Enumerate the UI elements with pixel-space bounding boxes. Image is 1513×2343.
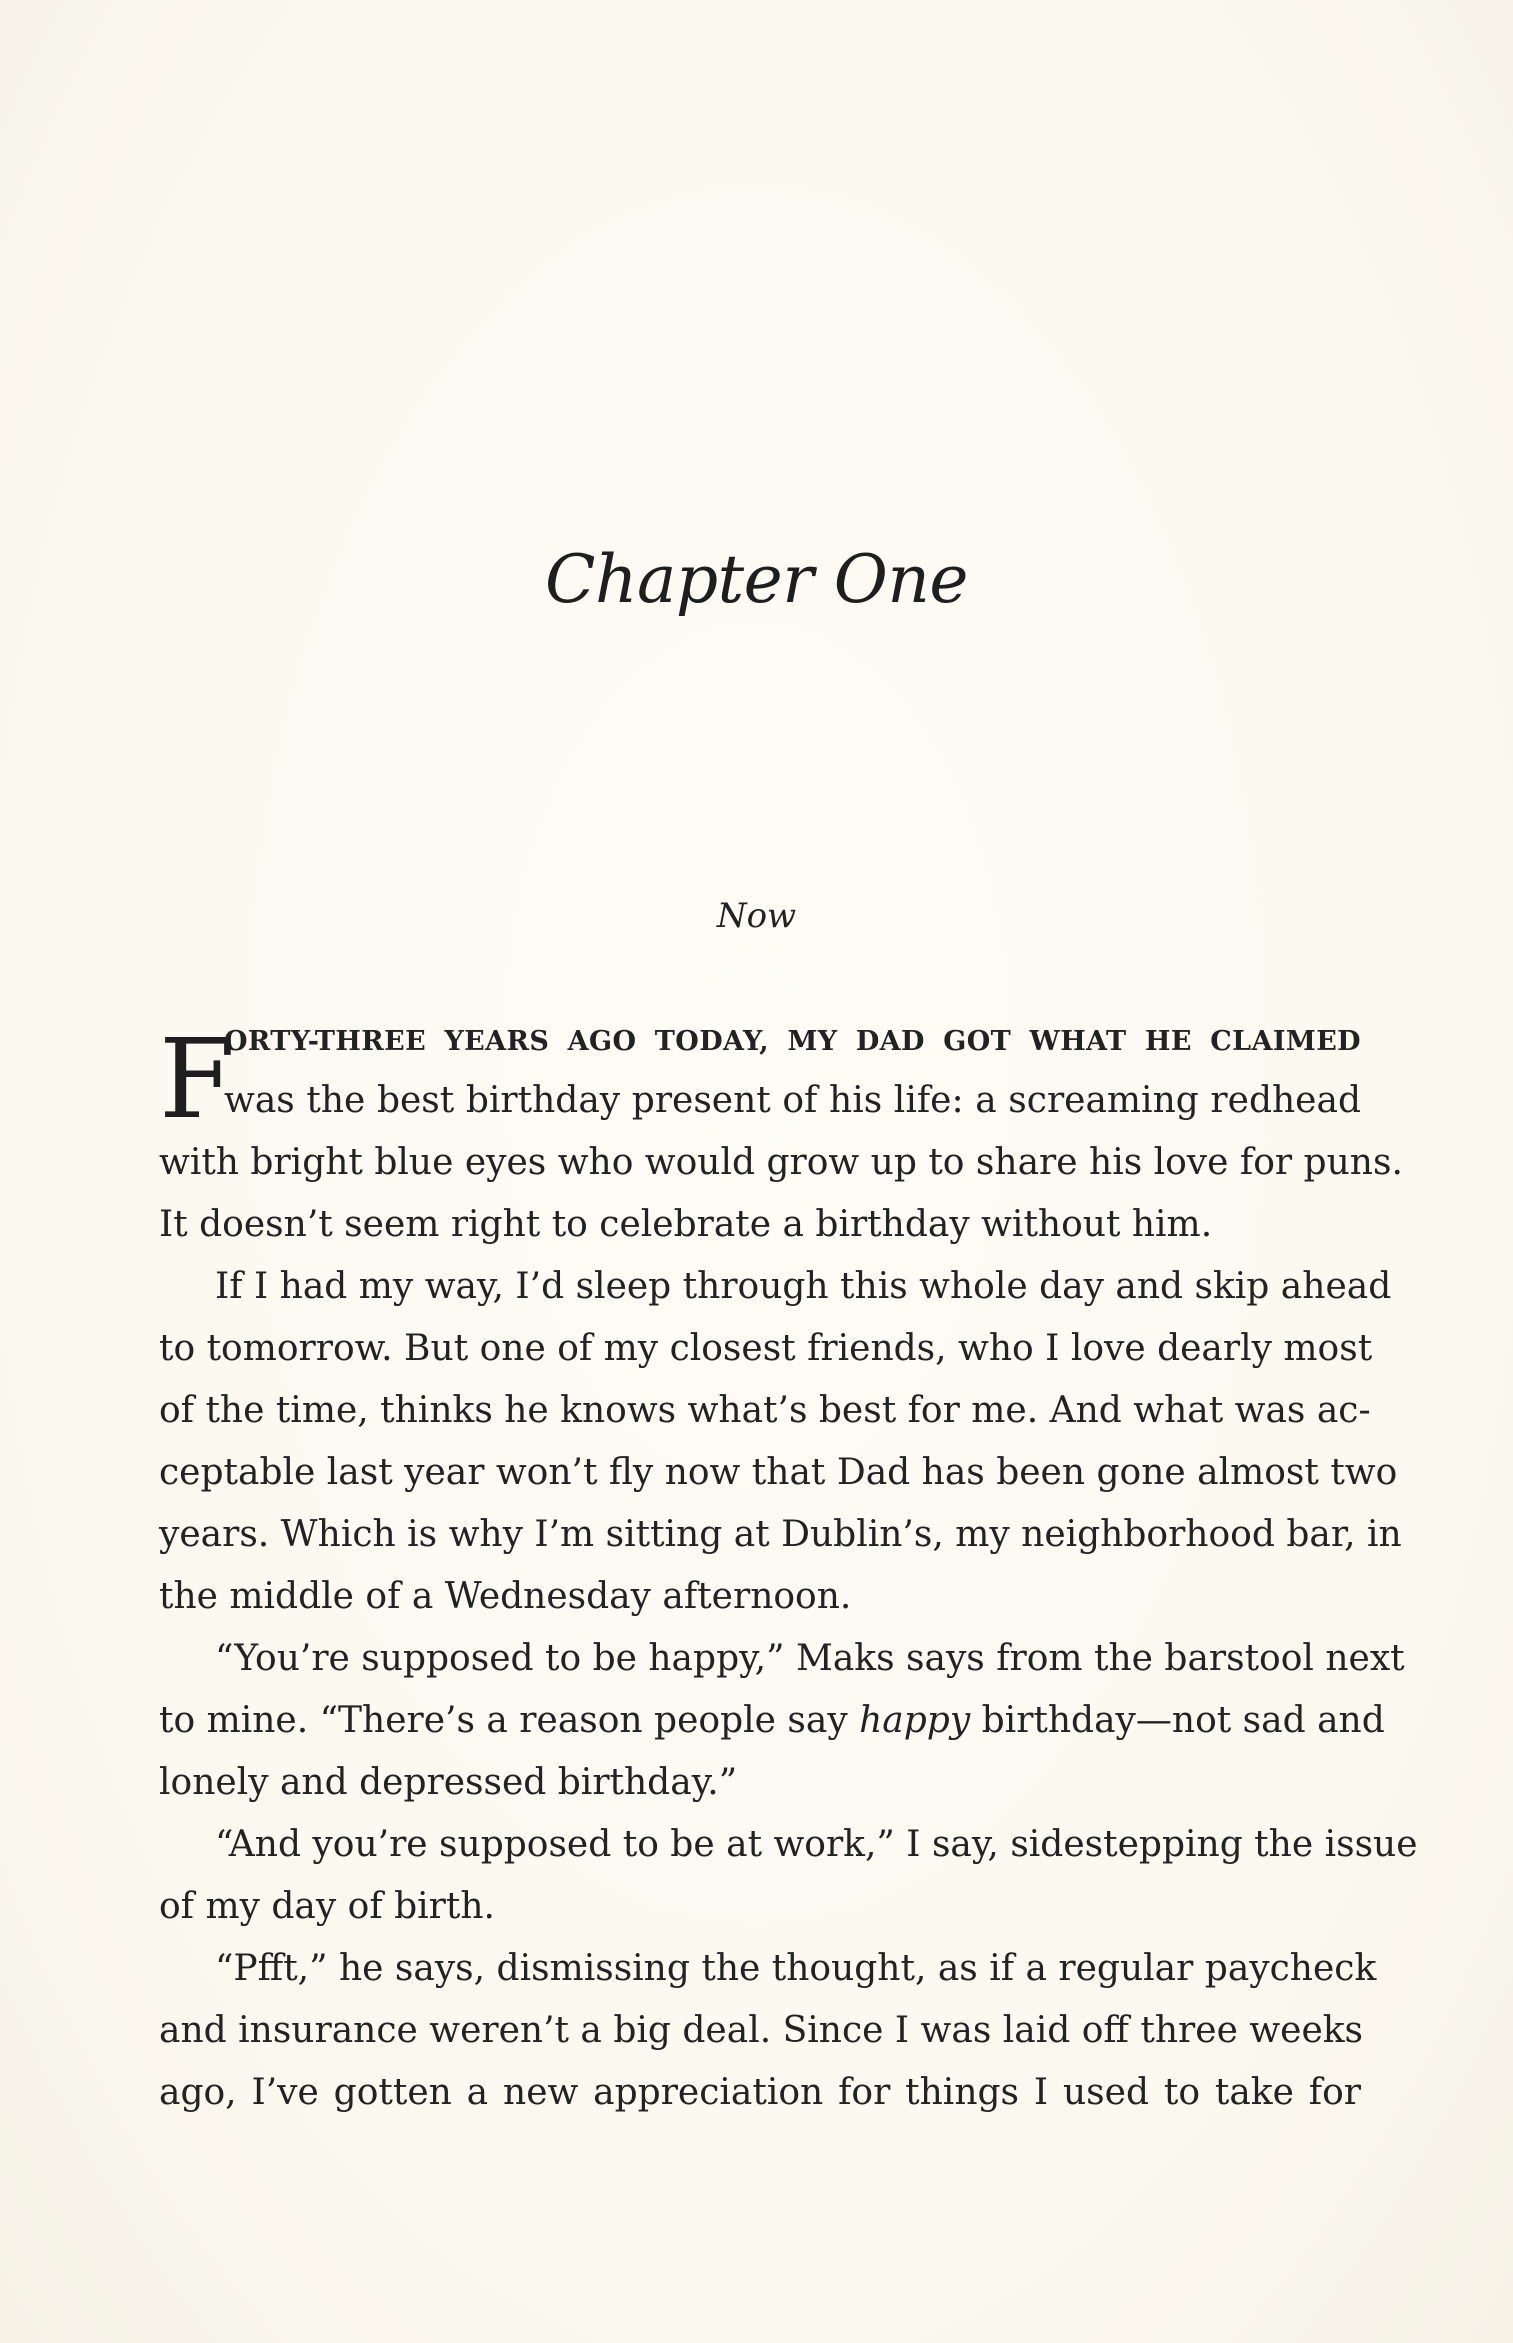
text-line: with bright blue eyes who would grow up to share his love for puns. xyxy=(159,1142,1403,1183)
body-text xyxy=(159,1008,1418,2124)
text-line xyxy=(159,1008,1361,1070)
text-line: the middle of a Wednesday afternoon. xyxy=(159,1576,852,1617)
text-line: If I had my way, I’d sleep through this whole day and skip ahead xyxy=(215,1266,1392,1307)
text-fragment: birthday—not sad and xyxy=(970,1700,1385,1741)
text-fragment-italic: happy xyxy=(859,1700,971,1741)
text-line: of the time, thinks he knows what’s best for me. And what was ac- xyxy=(159,1390,1371,1431)
text-line: to tomorrow. But one of my closest friends, who I love dearly most xyxy=(159,1328,1373,1369)
text-line: It doesn’t seem right to celebrate a birthday without him. xyxy=(159,1204,1213,1245)
text-line: and insurance weren’t a big deal. Since I was laid off three weeks xyxy=(159,2010,1364,2051)
section-label: Now xyxy=(716,896,797,936)
drop-cap: F xyxy=(159,1015,236,1143)
text-line: “Pfft,” he says, dismissing the thought, as if a regular paycheck xyxy=(215,1948,1377,1989)
text-line: of my day of birth. xyxy=(159,1886,495,1927)
text-line: was the best birthday present of his life: a screaming redhead xyxy=(224,1080,1361,1121)
text-line: “You’re supposed to be happy,” Maks says from the barstool next xyxy=(215,1638,1405,1679)
text-line: “And you’re supposed to be at work,” I say, sidestepping the issue xyxy=(215,1824,1418,1865)
text-line: ago, I’ve gotten a new appreciation for things I used to take for xyxy=(159,2072,1361,2113)
text-line: ceptable last year won’t fly now that Dad has been gone almost two xyxy=(159,1452,1398,1493)
chapter-title: Chapter One xyxy=(545,541,968,618)
text-line xyxy=(159,1690,1385,1752)
opening-smallcaps: ORTY-THREE YEARS AGO TODAY, MY DAD GOT WHAT HE CLAIMED xyxy=(224,1026,1361,1057)
text-line: lonely and depressed birthday.” xyxy=(159,1762,738,1803)
text-fragment: to mine. “There’s a reason people say xyxy=(159,1700,860,1741)
text-line: years. Which is why I’m sitting at Dublin’s, my neighborhood bar, in xyxy=(159,1514,1402,1555)
